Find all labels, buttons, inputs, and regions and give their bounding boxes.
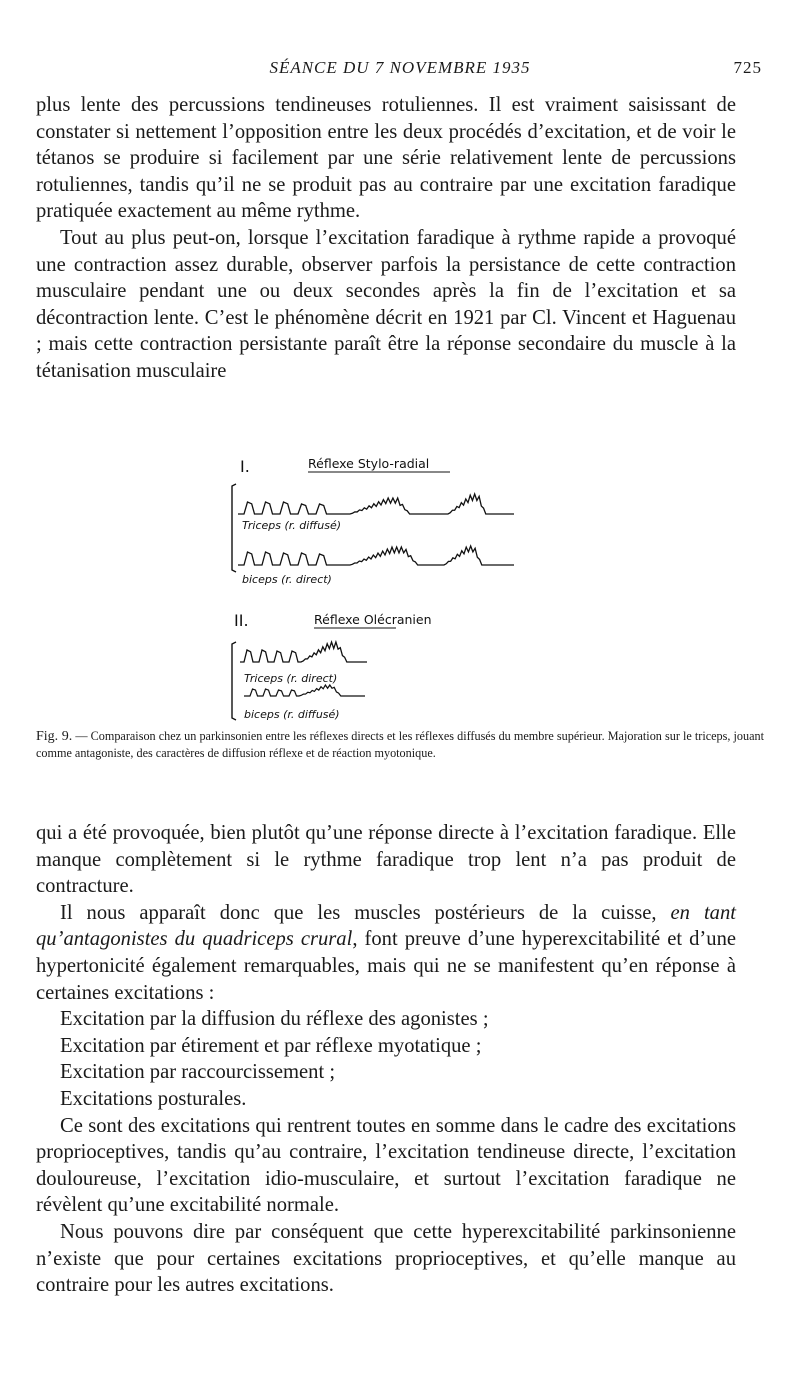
body-text-top	[36, 92, 736, 385]
running-head	[36, 58, 764, 82]
list-item: Excitation par la diffusion du réflexe des agonistes ;	[60, 1008, 489, 1031]
running-head-title: SÉANCE DU 7 NOVEMBRE 1935	[269, 58, 531, 77]
list-item: Excitation par raccourcissement ;	[60, 1061, 336, 1084]
paragraph: Ce sont des excitations qui rentrent toutes en somme dans le cadre des excitations proprioceptives, tandis qu’au contraire, l’excitation tendineuse directe, l’excitation douloureuse, l’excitation idio-musculaire, et surtout l’excitation faradique ne révèlent qu’une excitabilité normale.	[36, 1114, 736, 1217]
panel-2-bracket	[232, 642, 236, 720]
panel-1-bracket	[232, 484, 236, 572]
italic-phrase: en tant qu’antagonistes du quadriceps crural	[36, 901, 736, 951]
reflex-traces-figure	[200, 446, 560, 736]
panel-1-numeral: I.	[240, 457, 250, 476]
page-number: 725	[733, 58, 762, 77]
list-item: Excitation par étirement et par réflexe myotatique ;	[60, 1034, 482, 1057]
trace-1-triceps	[238, 494, 514, 514]
paragraph: plus lente des percussions tendineuses rotuliennes. Il est vraiment saisissant de constater si nettement l’opposition entre les deux procédés d’excitation, et de voir le tétanos se produire si facilement par une série relativement lente de percussions rotuliennes, tandis qu’il ne se produit pas au contraire par une excitation faradique pratiquée exactement au même rythme.	[36, 94, 736, 223]
figure-caption	[36, 728, 764, 761]
paragraph: Nous pouvons dire par conséquent que cette hyperexcitabilité parkinsonienne n’existe que pour certaines excitations proprioceptives, et qu’elle manque au contraire pour les autres excitations.	[36, 1220, 736, 1297]
list-item: Excitations posturales.	[60, 1087, 247, 1110]
panel-2-title: Réflexe Olécranien	[314, 612, 432, 627]
panel-1-title: Réflexe Stylo-radial	[308, 456, 430, 471]
paragraph: Tout au plus peut-on, lorsque l’excitation faradique à rythme rapide a provoqué une contraction assez durable, observer parfois la persistance de cette contraction musculaire pendant une ou deux secondes après la fin de l’excitation et sa décontraction lente. C’est le phénomène décrit en 1921 par Cl. Vincent et Haguenau ; mais cette contraction persistante paraît être la réponse secondaire du muscle à la tétanisation musculaire	[36, 226, 736, 382]
panel-2-numeral: II.	[234, 611, 249, 630]
trace-4-biceps	[244, 685, 365, 696]
paragraph: qui a été provoquée, bien plutôt qu’une réponse directe à l’excitation faradique. Elle manque complètement si le rythme faradique trop lent n’a pas produit de contracture.	[36, 822, 736, 898]
figure-9	[200, 446, 560, 736]
paragraph-text: Il nous apparaît donc que les muscles postérieurs de la cuisse,	[60, 901, 657, 924]
paragraph	[36, 900, 736, 1006]
caption-label: Fig. 9.	[36, 729, 73, 744]
trace-3-triceps	[240, 642, 367, 662]
paragraph-text: , font preuve d’une hyperexcitabilité et d’une hypertonicité également remarquables, mais qui ne se manifestent qu’en réponse à certaines excitations :	[36, 928, 737, 1004]
trace-3-label: Triceps (r. direct)	[244, 672, 338, 685]
trace-2-label: biceps (r. direct)	[242, 573, 332, 586]
caption-text: — Comparaison chez un parkinsonien entre les réflexes directs et les réflexes diffusés du membre supérieur. Majoration sur le triceps, jouant comme antagoniste, des caractères de diffusion réflexe et de réaction myotonique.	[36, 729, 764, 760]
trace-1-label: Triceps (r. diffusé)	[242, 519, 342, 532]
body-text-bottom	[36, 820, 736, 1299]
trace-2-biceps	[238, 546, 514, 565]
trace-4-label: biceps (r. diffusé)	[244, 708, 340, 721]
